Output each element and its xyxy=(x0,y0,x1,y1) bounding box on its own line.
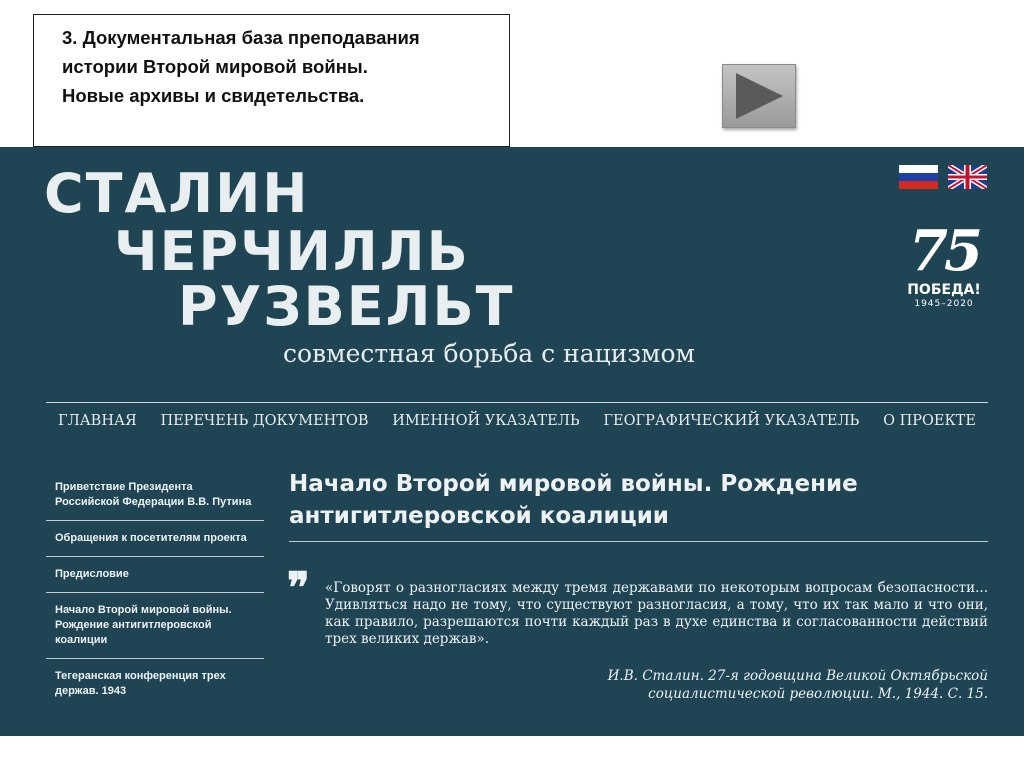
victory-75-logo xyxy=(896,218,992,309)
play-icon xyxy=(723,65,795,127)
nav-geo-index[interactable]: ГЕОГРАФИЧЕСКИЙ УКАЗАТЕЛЬ xyxy=(603,413,860,429)
article-quote: «Говорят о разногласиях между тремя державами по некоторым вопросам безопасности... Удивляться надо не тому, что существуют разногласия, а тому, что их так мало и что они, как правило, разрешаются почти каждый раз в духе единства и согласованности действий трех великих держав». xyxy=(325,580,988,647)
quote-source: И.В. Сталин. 27-я годовщина Великой Октябрьской социалистической революции. М., 1944. С. 15. xyxy=(607,668,988,702)
victory-number: 75 xyxy=(909,218,979,284)
nav-about[interactable]: О ПРОЕКТЕ xyxy=(883,413,976,429)
brand-stalin: СТАЛИН xyxy=(44,162,310,225)
sidebar-item-tehran-conference[interactable]: Тегеранская конференция трех держав. 1943 xyxy=(55,670,226,697)
caption-line-1: 3. Документальная база преподавания xyxy=(62,27,420,48)
quote-mark-icon: ❞ xyxy=(287,563,310,612)
brand-roosevelt: РУЗВЕЛЬТ xyxy=(178,275,515,338)
uk-flag-icon[interactable] xyxy=(948,165,987,189)
article-title: Начало Второй мировой войны. Рождение антигитлеровской коалиции xyxy=(289,471,858,529)
play-button[interactable] xyxy=(722,64,796,128)
victory-text: ПОБЕДА! xyxy=(907,282,981,298)
sidebar-menu xyxy=(46,470,264,709)
sidebar-item-preface[interactable]: Предисловие xyxy=(46,557,264,593)
slide-caption-text xyxy=(62,23,420,110)
main-nav xyxy=(46,413,988,435)
russia-flag-icon[interactable] xyxy=(899,165,938,189)
victory-years: 1945–2020 xyxy=(914,299,974,309)
site-tagline: совместная борьба с нацизмом xyxy=(283,339,695,368)
nav-home[interactable]: ГЛАВНАЯ xyxy=(58,413,137,429)
nav-documents[interactable]: ПЕРЕЧЕНЬ ДОКУМЕНТОВ xyxy=(160,413,369,429)
brand-churchill: ЧЕРЧИЛЛЬ xyxy=(114,220,470,283)
caption-line-3: Новые архивы и свидетельства. xyxy=(62,85,365,106)
nav-divider xyxy=(46,402,988,403)
sidebar-item-war-beginning[interactable]: Начало Второй мировой войны. Рождение антигитлеровской коалиции xyxy=(46,593,264,659)
article-divider xyxy=(289,541,988,542)
sidebar-item-visitor-messages[interactable]: Обращения к посетителям проекта xyxy=(46,521,264,557)
website-screenshot xyxy=(0,147,1024,736)
sidebar-item-president-greeting[interactable]: Приветствие Президента Российской Федерации В.В. Путина xyxy=(46,470,264,521)
nav-name-index[interactable]: ИМЕННОЙ УКАЗАТЕЛЬ xyxy=(392,413,580,429)
caption-line-2: истории Второй мировой войны. xyxy=(62,56,368,77)
slide-caption-box xyxy=(33,14,510,147)
